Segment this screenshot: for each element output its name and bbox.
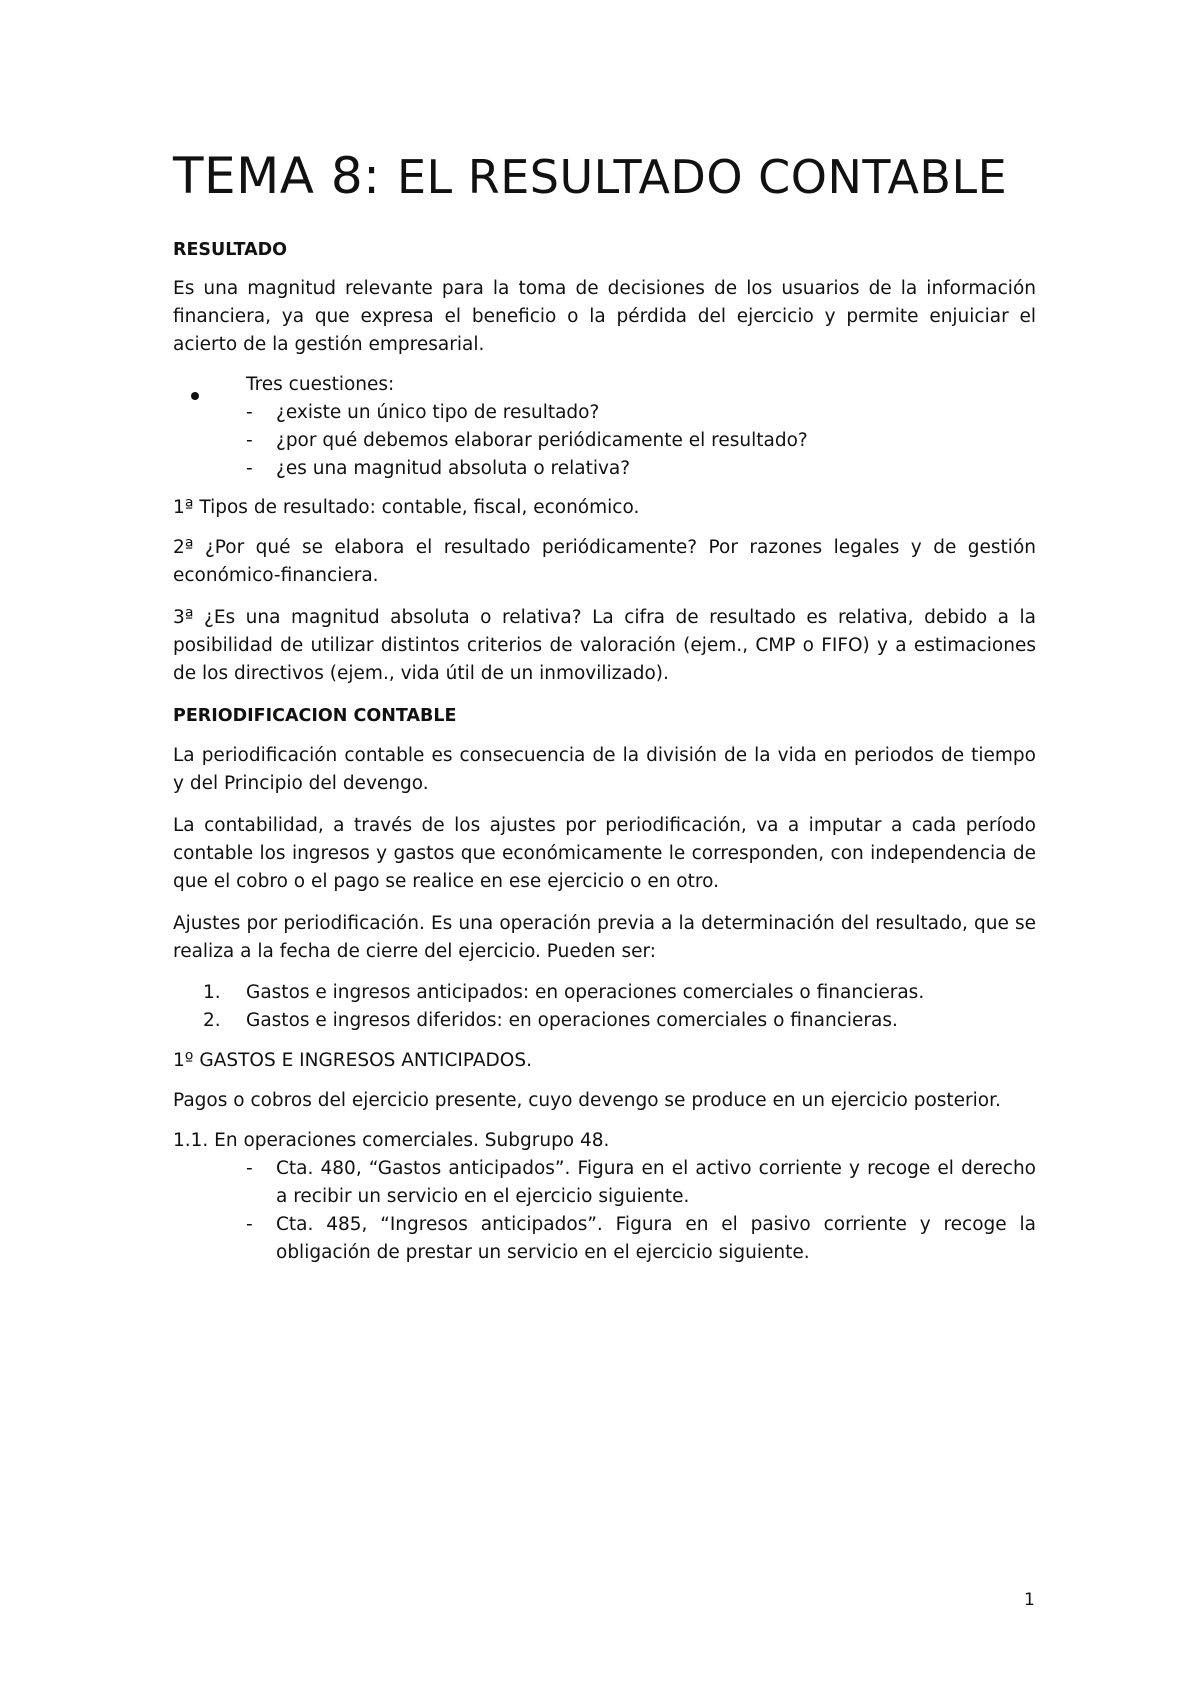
dash-icon: - — [246, 1214, 253, 1235]
periodificacion-paragraph-3: Ajustes por periodificación. Es una operación previa a la determinación del resultado, que se realiza a la fecha de cierre del ejercicio. Pueden ser: — [173, 913, 1036, 962]
dash-icon: - — [246, 430, 253, 451]
resultado-paragraph: Es una magnitud relevante para la toma de decisiones de los usuarios de la información financiera, ya que expresa el beneficio o la pérdida del ejercicio y permite enjuiciar el acierto de la gestión empresarial. — [173, 278, 1036, 355]
item-number: 1. — [203, 982, 221, 1003]
page-title — [173, 146, 1007, 207]
heading-resultado: RESULTADO — [173, 240, 288, 260]
dash-icon: - — [246, 458, 253, 479]
periodificacion-paragraph-1: La periodificación contable es consecuencia de la división de la vida en periodos de tiempo y del Principio del devengo. — [173, 745, 1036, 794]
dash-item-text: ¿existe un único tipo de resultado? — [276, 402, 600, 423]
dash-item-text: ¿es una magnitud absoluta o relativa? — [276, 458, 631, 479]
dash-item-text: Cta. 480, “Gastos anticipados”. Figura en el activo corriente y recoge el derecho a recibir un servicio en el ejercicio siguiente. — [276, 1158, 1036, 1207]
heading-anticipados: 1º GASTOS E INGRESOS ANTICIPADOS. — [173, 1050, 532, 1071]
dash-icon: - — [246, 402, 253, 423]
subgroup-heading: 1.1. En operaciones comerciales. Subgrupo 48. — [173, 1130, 610, 1151]
anticipados-paragraph: Pagos o cobros del ejercicio presente, cuyo devengo se produce en un ejercicio posterior. — [173, 1090, 1001, 1111]
numbered-item-text: Gastos e ingresos diferidos: en operaciones comerciales o financieras. — [246, 1010, 898, 1031]
dash-item-text: ¿por qué debemos elaborar periódicamente el resultado? — [276, 430, 808, 451]
numbered-item-text: Gastos e ingresos anticipados: en operaciones comerciales o financieras. — [246, 982, 925, 1003]
bullet-dot-icon — [191, 381, 199, 409]
title-rest: EL RESULTADO CONTABLE — [396, 150, 1008, 204]
answer-2: 2ª ¿Por qué se elabora el resultado periódicamente? Por razones legales y de gestión económico-financiera. — [173, 537, 1036, 586]
heading-periodificacion: PERIODIFICACION CONTABLE — [173, 706, 457, 726]
item-number: 2. — [203, 1010, 221, 1031]
answer-3: 3ª ¿Es una magnitud absoluta o relativa? La cifra de resultado es relativa, debido a la posibilidad de utilizar distintos criterios de valoración (ejem., CMP o FIFO) y a estimaciones de los directivos (ejem., vida útil de un inmovilizado). — [173, 607, 1036, 684]
page-number: 1 — [1024, 1590, 1035, 1610]
answer-1: 1ª Tipos de resultado: contable, fiscal, económico. — [173, 497, 640, 518]
dash-icon: - — [246, 1158, 253, 1179]
dash-item-text: Cta. 485, “Ingresos anticipados”. Figura en el pasivo corriente y recoge la obligación de prestar un servicio en el ejercicio siguiente. — [276, 1214, 1036, 1263]
periodificacion-paragraph-2: La contabilidad, a través de los ajustes por periodificación, va a imputar a cada período contable los ingresos y gastos que económicamente le corresponden, con independencia de que el cobro o el pago se realice en ese ejercicio o en otro. — [173, 815, 1036, 892]
title-prefix: TEMA 8: — [173, 147, 381, 205]
bullet-text: Tres cuestiones: — [246, 374, 395, 395]
